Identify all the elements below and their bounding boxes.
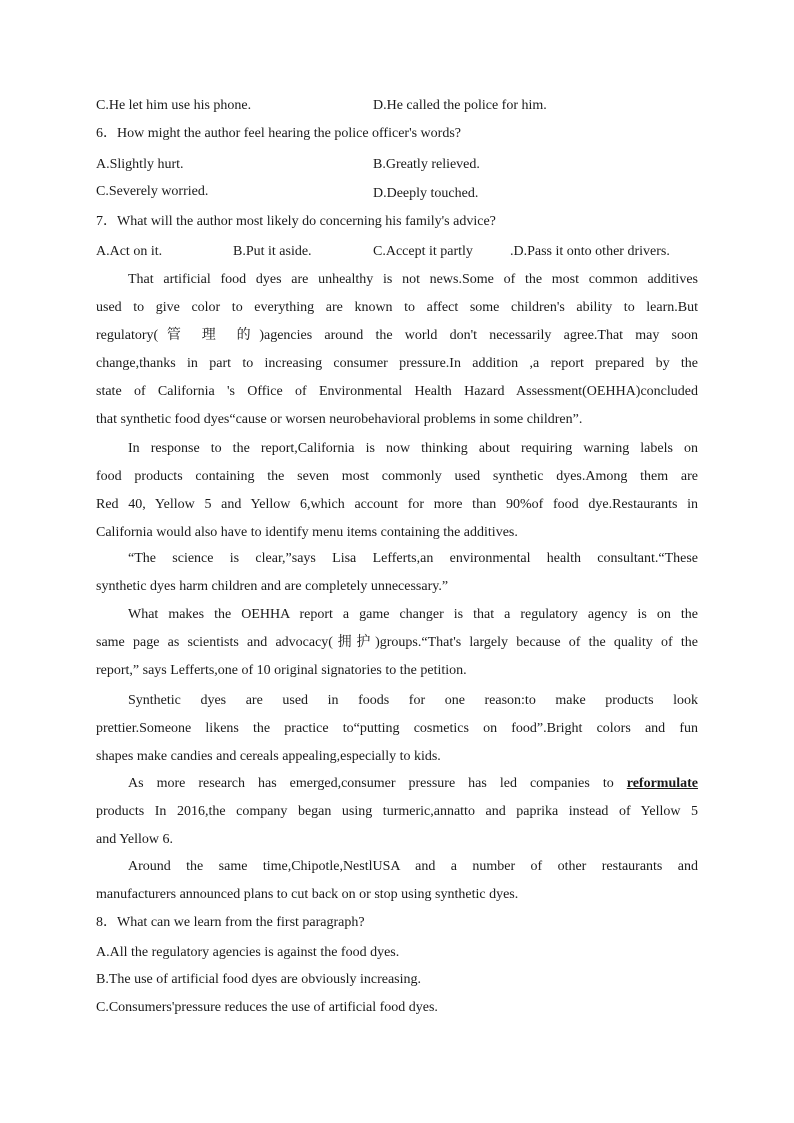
p5-line-1: Synthetic dyes are used in foods for one reason:to make products look	[128, 693, 698, 708]
p6-line-1-text: As more research has emerged,consumer pressure has led companies to	[128, 776, 614, 791]
p1-line-2: used to give color to everything are known to affect some children's ability to learn.But	[96, 300, 698, 315]
p3-line-1: “The science is clear,”says Lisa Lefferts,an environmental health consultant.“These	[128, 551, 698, 566]
q7-option-c: C.Accept it partly	[373, 244, 473, 259]
p2-line-3: Red 40, Yellow 5 and Yellow 6,which account for more than 90%of food dye.Restaurants in	[96, 497, 698, 512]
p7-line-2: manufacturers announced plans to cut back on or stop using synthetic dyes.	[96, 887, 519, 902]
q6-option-b: B.Greatly relieved.	[373, 157, 480, 172]
p5-line-3: shapes make candies and cereals appealing,especially to kids.	[96, 749, 441, 764]
p6-line-1	[96, 770, 698, 798]
p2-line-4: California would also have to identify menu items containing the additives.	[96, 525, 518, 540]
q7-option-a: A.Act on it.	[96, 244, 163, 259]
p1-line-4: change,thanks in part to increasing consumer pressure.In addition ,a report prepared by the	[96, 356, 698, 371]
p1-line-6: that synthetic food dyes“cause or worsen neurobehavioral problems in some children”.	[96, 412, 583, 427]
passage-paragraph-1	[96, 266, 698, 434]
document-page	[96, 0, 698, 1123]
p6-line-2: products In 2016,the company began using turmeric,annatto and paprika instead of Yellow 5	[96, 804, 698, 819]
keyword-reformulate: reformulate	[626, 776, 699, 791]
p4-line-1: What makes the OEHHA report a game changer is that a regulatory agency is on the	[128, 607, 698, 622]
passage-paragraph-4	[96, 601, 698, 685]
q5-option-c: C.He let him use his phone.	[96, 98, 252, 113]
p1-line-5: state of California 's Office of Environmental Health Hazard Assessment(OEHHA)concluded	[96, 384, 698, 399]
q8-question: 8．What can we learn from the first paragraph?	[96, 915, 365, 930]
p3-line-2: synthetic dyes harm children and are completely unnecessary.”	[96, 579, 449, 594]
q8-option-c: C.Consumers'pressure reduces the use of artificial food dyes.	[96, 1000, 438, 1015]
p2-line-1: In response to the report,California is now thinking about requiring warning labels on	[128, 441, 698, 456]
q6-option-c: C.Severely worried.	[96, 184, 209, 199]
passage-paragraph-5	[96, 687, 698, 771]
passage-paragraph-7	[96, 853, 698, 909]
q6-option-d: D.Deeply touched.	[373, 186, 479, 201]
p1-line-1: That artificial food dyes are unhealthy is not news.Some of the most common additives	[128, 272, 698, 287]
q7-option-d: .D.Pass it onto other drivers.	[510, 244, 670, 259]
p4-line-2: same page as scientists and advocacy(拥护)groups.“That's largely because of the quality of the	[96, 635, 698, 650]
q7-question: 7．What will the author most likely do concerning his family's advice?	[96, 214, 496, 229]
passage-paragraph-6	[96, 770, 698, 854]
p6-line-3: and Yellow 6.	[96, 832, 174, 847]
p5-line-2: prettier.Someone likens the practice to“putting cosmetics on food”.Bright colors and fun	[96, 721, 698, 736]
q7-option-b: B.Put it aside.	[233, 244, 312, 259]
p4-line-3: report,” says Lefferts,one of 10 original signatories to the petition.	[96, 663, 467, 678]
q6-question: 6．How might the author feel hearing the police officer's words?	[96, 126, 461, 141]
p1-line-3: regulatory(管 理 的)agencies around the world don't necessarily agree.That may soon	[96, 328, 698, 343]
passage-paragraph-2	[96, 435, 698, 547]
p7-line-1: Around the same time,Chipotle,NestlUSA and a number of other restaurants and	[128, 859, 698, 874]
q6-option-a: A.Slightly hurt.	[96, 157, 184, 172]
q8-option-a: A.All the regulatory agencies is against the food dyes.	[96, 945, 400, 960]
p2-line-2: food products containing the seven most commonly used synthetic dyes.Among them are	[96, 469, 698, 484]
passage-paragraph-3	[96, 545, 698, 601]
q8-option-b: B.The use of artificial food dyes are obviously increasing.	[96, 972, 422, 987]
q5-option-d: D.He called the police for him.	[373, 98, 547, 113]
